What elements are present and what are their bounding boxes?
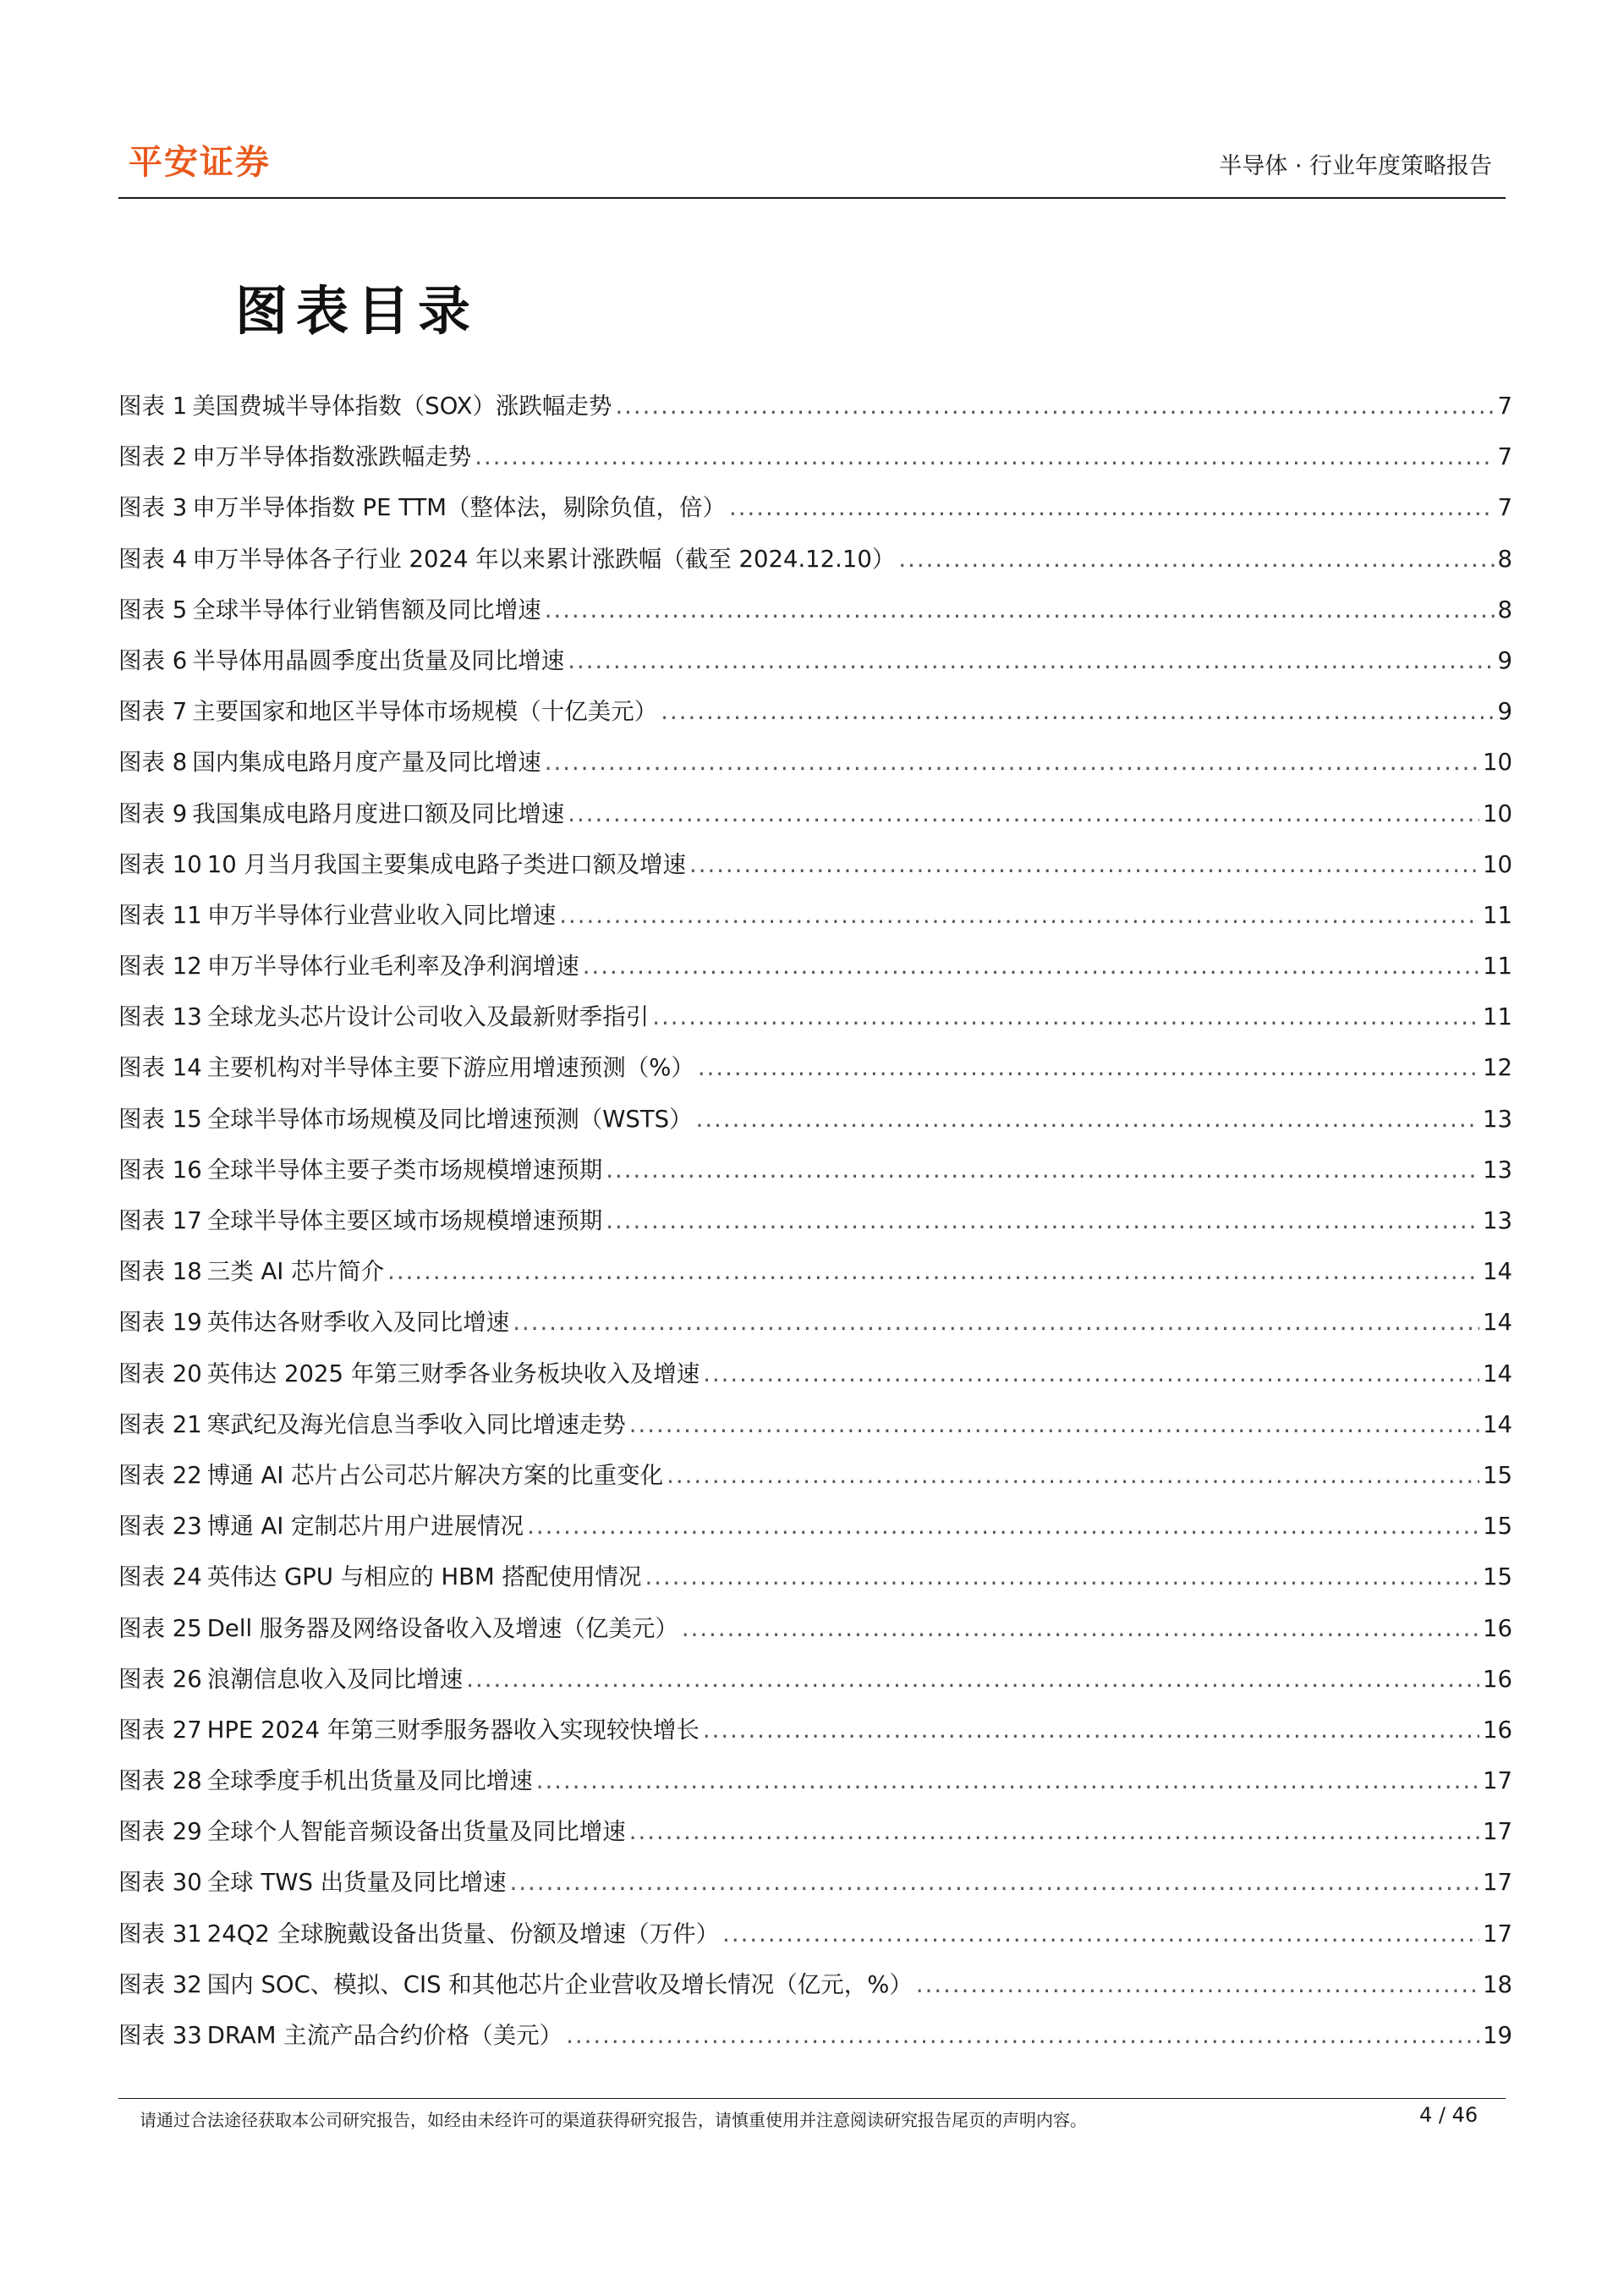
toc-entry-label: 图表 10 — [118, 850, 202, 878]
toc-entry-page: 14 — [1483, 1410, 1512, 1438]
toc-entry-title: 半导体用晶圆季度出货量及同比增速 — [192, 646, 565, 674]
toc-entry[interactable] — [118, 788, 1512, 839]
toc-entry[interactable] — [118, 1450, 1512, 1501]
toc-dot-leader — [703, 1348, 1479, 1399]
toc-entry[interactable] — [118, 431, 1512, 482]
toc-entry[interactable] — [118, 1603, 1512, 1654]
toc-dot-leader — [583, 941, 1479, 991]
toc-entry[interactable] — [118, 991, 1512, 1042]
toc-entry-page: 10 — [1483, 850, 1512, 878]
toc-dot-leader — [566, 2010, 1479, 2061]
toc-entry-page: 19 — [1483, 2022, 1512, 2049]
toc-entry-title: 全球半导体市场规模及同比增速预测（WSTS） — [206, 1105, 693, 1133]
toc-entry-label: 图表 16 — [118, 1156, 202, 1184]
toc-entry-title: 主要机构对半导体主要下游应用增速预测（%） — [206, 1054, 694, 1082]
toc-entry-label: 图表 25 — [118, 1614, 202, 1642]
toc-dot-leader — [568, 635, 1494, 686]
toc-entry-page: 17 — [1483, 1920, 1512, 1947]
toc-entry-label: 图表 5 — [118, 596, 188, 623]
toc-entry-page: 16 — [1483, 1614, 1512, 1642]
toc-entry-page: 17 — [1483, 1767, 1512, 1795]
toc-entry-page: 7 — [1497, 443, 1512, 471]
toc-entry-label: 图表 33 — [118, 2022, 202, 2049]
toc-entry-label: 图表 21 — [118, 1410, 202, 1438]
toc-entry-page: 18 — [1483, 1970, 1512, 1998]
toc-entry[interactable] — [118, 1094, 1512, 1145]
toc-entry-label: 图表 28 — [118, 1767, 202, 1795]
toc-entry-title: 全球半导体主要子类市场规模增速预期 — [206, 1156, 603, 1184]
toc-dot-leader — [545, 585, 1495, 635]
toc-entry[interactable] — [118, 1145, 1512, 1195]
header-divider — [118, 197, 1506, 199]
toc-list — [118, 381, 1512, 2061]
company-logo: 平安证券 — [129, 143, 271, 182]
toc-entry-title: 申万半导体行业营业收入同比增速 — [206, 901, 557, 929]
toc-dot-leader — [645, 1552, 1480, 1602]
toc-entry-page: 13 — [1483, 1105, 1512, 1133]
toc-entry-label: 图表 1 — [118, 393, 188, 420]
toc-entry-page: 11 — [1483, 901, 1512, 929]
toc-entry-page: 15 — [1483, 1563, 1512, 1591]
toc-entry-page: 7 — [1497, 494, 1512, 522]
toc-entry-page: 10 — [1483, 799, 1512, 827]
toc-entry[interactable] — [118, 2010, 1512, 2061]
toc-entry-label: 图表 11 — [118, 901, 202, 929]
toc-entry[interactable] — [118, 1042, 1512, 1093]
toc-entry-title: 浪潮信息收入及同比增速 — [206, 1665, 464, 1693]
toc-entry-label: 图表 8 — [118, 749, 188, 777]
toc-entry-page: 14 — [1483, 1258, 1512, 1286]
toc-entry-page: 17 — [1483, 1869, 1512, 1897]
toc-entry-label: 图表 12 — [118, 953, 202, 980]
toc-entry-title: 英伟达 2025 年第三财季各业务板块收入及增速 — [206, 1359, 700, 1387]
toc-entry-title: 10 月当月我国主要集成电路子类进口额及增速 — [206, 850, 686, 878]
toc-dot-leader — [466, 1654, 1479, 1705]
toc-entry-title: 国内集成电路月度产量及同比增速 — [192, 749, 541, 777]
toc-entry-label: 图表 3 — [118, 494, 188, 522]
toc-entry-label: 图表 27 — [118, 1716, 202, 1744]
toc-entry-label: 图表 24 — [118, 1563, 202, 1591]
toc-entry-page: 16 — [1483, 1665, 1512, 1693]
toc-dot-leader — [568, 788, 1479, 839]
toc-dot-leader — [916, 1959, 1479, 2010]
toc-entry[interactable] — [118, 737, 1512, 788]
toc-entry-label: 图表 26 — [118, 1665, 202, 1693]
toc-entry-page: 7 — [1497, 393, 1512, 420]
toc-dot-leader — [606, 1145, 1479, 1195]
report-type-label: 半导体 · 行业年度策略报告 — [1219, 153, 1492, 179]
toc-entry[interactable] — [118, 1959, 1512, 2010]
toc-entry[interactable] — [118, 686, 1512, 737]
toc-dot-leader — [729, 482, 1494, 533]
toc-entry-title: 我国集成电路月度进口额及同比增速 — [192, 799, 565, 827]
toc-entry-title: DRAM 主流产品合约价格（美元） — [206, 2022, 563, 2049]
toc-entry-label: 图表 20 — [118, 1359, 202, 1387]
toc-entry-label: 图表 29 — [118, 1818, 202, 1846]
toc-entry-title: 国内 SOC、模拟、CIS 和其他芯片企业营收及增长情况（亿元，%） — [206, 1970, 913, 1998]
toc-entry-title: 美国费城半导体指数（SOX）涨跌幅走势 — [192, 393, 612, 420]
toc-entry-title: 申万半导体指数 PE TTM（整体法，剔除负值，倍） — [192, 494, 727, 522]
toc-entry-label: 图表 2 — [118, 443, 188, 471]
page-header — [118, 135, 1506, 196]
toc-entry-label: 图表 19 — [118, 1309, 202, 1337]
toc-entry[interactable] — [118, 1246, 1512, 1297]
toc-entry-title: 申万半导体指数涨跌幅走势 — [192, 443, 472, 471]
toc-entry-page: 8 — [1497, 596, 1512, 623]
toc-entry-title: 博通 AI 定制芯片用户进展情况 — [206, 1513, 524, 1541]
footer-divider — [118, 2098, 1506, 2099]
toc-entry-title: 全球半导体行业销售额及同比增速 — [192, 596, 541, 623]
toc-dot-leader — [629, 1806, 1479, 1857]
toc-entry-label: 图表 6 — [118, 646, 188, 674]
toc-entry-title: 24Q2 全球腕戴设备出货量、份额及增速（万件） — [206, 1920, 720, 1947]
toc-entry[interactable] — [118, 1909, 1512, 1959]
toc-dot-leader — [703, 1705, 1479, 1755]
toc-entry[interactable] — [118, 1705, 1512, 1755]
toc-dot-leader — [606, 1195, 1479, 1246]
toc-entry-label: 图表 32 — [118, 1970, 202, 1998]
toc-dot-leader — [510, 1857, 1479, 1908]
toc-entry[interactable] — [118, 635, 1512, 686]
toc-entry-label: 图表 30 — [118, 1869, 202, 1897]
toc-entry-page: 13 — [1483, 1156, 1512, 1184]
toc-entry-page: 11 — [1483, 953, 1512, 980]
toc-entry-page: 12 — [1483, 1054, 1512, 1082]
toc-dot-leader — [689, 839, 1479, 890]
toc-entry-title: 申万半导体行业毛利率及净利润增速 — [206, 953, 579, 980]
toc-entry-title: 博通 AI 芯片占公司芯片解决方案的比重变化 — [206, 1461, 664, 1489]
toc-dot-leader — [475, 431, 1494, 482]
toc-entry-title: 三类 AI 芯片简介 — [206, 1258, 385, 1286]
toc-entry-label: 图表 31 — [118, 1920, 202, 1947]
toc-dot-leader — [661, 686, 1494, 737]
toc-entry[interactable] — [118, 585, 1512, 635]
toc-entry-label: 图表 23 — [118, 1513, 202, 1541]
toc-entry-title: 英伟达 GPU 与相应的 HBM 搭配使用情况 — [206, 1563, 642, 1591]
toc-entry[interactable] — [118, 1399, 1512, 1450]
footer-disclaimer: 请通过合法途径获取本公司研究报告，如经由未经许可的渠道获得研究报告，请慎重使用并注意阅读研究报告尾页的声明内容。 — [140, 2110, 1087, 2130]
toc-entry[interactable] — [118, 482, 1512, 533]
toc-entry[interactable] — [118, 839, 1512, 890]
toc-entry-page: 16 — [1483, 1716, 1512, 1744]
toc-entry-title: 英伟达各财季收入及同比增速 — [206, 1309, 510, 1337]
toc-title: 图表目录 — [235, 280, 480, 342]
toc-entry-page: 8 — [1497, 545, 1512, 573]
toc-dot-leader — [615, 381, 1494, 431]
toc-entry[interactable] — [118, 1857, 1512, 1908]
toc-dot-leader — [387, 1246, 1479, 1297]
toc-entry-title: 全球龙头芯片设计公司收入及最新财季指引 — [206, 1003, 650, 1031]
toc-entry-title: 全球季度手机出货量及同比增速 — [206, 1767, 533, 1795]
toc-entry[interactable] — [118, 1297, 1512, 1348]
toc-entry-page: 15 — [1483, 1461, 1512, 1489]
toc-dot-leader — [698, 1042, 1479, 1093]
toc-entry-title: 主要国家和地区半导体市场规模（十亿美元） — [192, 698, 658, 726]
toc-dot-leader — [536, 1755, 1479, 1806]
toc-dot-leader — [667, 1450, 1479, 1501]
toc-entry[interactable] — [118, 890, 1512, 941]
toc-entry-page: 14 — [1483, 1359, 1512, 1387]
toc-entry-label: 图表 17 — [118, 1207, 202, 1234]
toc-entry[interactable] — [118, 1755, 1512, 1806]
page-number: 4 / 46 — [1419, 2103, 1479, 2127]
toc-entry-title: 寒武纪及海光信息当季收入同比增速走势 — [206, 1410, 626, 1438]
toc-entry-page: 11 — [1483, 1003, 1512, 1031]
toc-entry-page: 9 — [1497, 698, 1512, 726]
toc-dot-leader — [696, 1094, 1479, 1145]
toc-entry[interactable] — [118, 1806, 1512, 1857]
toc-entry[interactable] — [118, 1195, 1512, 1246]
toc-entry-page: 14 — [1483, 1309, 1512, 1337]
toc-dot-leader — [682, 1603, 1479, 1654]
toc-entry-title: 全球个人智能音频设备出货量及同比增速 — [206, 1818, 626, 1846]
toc-entry-page: 13 — [1483, 1207, 1512, 1234]
toc-entry-title: HPE 2024 年第三财季服务器收入实现较快增长 — [206, 1716, 700, 1744]
toc-entry[interactable] — [118, 381, 1512, 431]
toc-entry-page: 15 — [1483, 1513, 1512, 1541]
toc-dot-leader — [513, 1297, 1479, 1348]
toc-entry-title: 全球半导体主要区域市场规模增速预期 — [206, 1207, 603, 1234]
toc-entry[interactable] — [118, 534, 1512, 585]
toc-entry[interactable] — [118, 941, 1512, 991]
toc-dot-leader — [629, 1399, 1479, 1450]
toc-entry[interactable] — [118, 1654, 1512, 1705]
toc-entry-label: 图表 14 — [118, 1054, 202, 1082]
toc-entry-label: 图表 15 — [118, 1105, 202, 1133]
toc-dot-leader — [545, 737, 1479, 788]
toc-entry-page: 9 — [1497, 646, 1512, 674]
toc-dot-leader — [652, 991, 1479, 1042]
toc-entry-title: 申万半导体各子行业 2024 年以来累计涨跌幅（截至 2024.12.10） — [192, 545, 896, 573]
toc-entry-title: Dell 服务器及网络设备收入及增速（亿美元） — [206, 1614, 678, 1642]
toc-dot-leader — [559, 890, 1479, 941]
toc-entry-label: 图表 7 — [118, 698, 188, 726]
toc-entry-label: 图表 13 — [118, 1003, 202, 1031]
toc-entry[interactable] — [118, 1501, 1512, 1552]
toc-entry-page: 10 — [1483, 749, 1512, 777]
toc-dot-leader — [722, 1909, 1479, 1959]
toc-dot-leader — [527, 1501, 1479, 1552]
toc-entry[interactable] — [118, 1348, 1512, 1399]
toc-entry-title: 全球 TWS 出货量及同比增速 — [206, 1869, 507, 1897]
toc-entry-label: 图表 4 — [118, 545, 188, 573]
toc-dot-leader — [898, 534, 1494, 585]
toc-entry-page: 17 — [1483, 1818, 1512, 1846]
toc-entry[interactable] — [118, 1552, 1512, 1602]
toc-entry-label: 图表 18 — [118, 1258, 202, 1286]
toc-entry-label: 图表 22 — [118, 1461, 202, 1489]
toc-entry-label: 图表 9 — [118, 799, 188, 827]
